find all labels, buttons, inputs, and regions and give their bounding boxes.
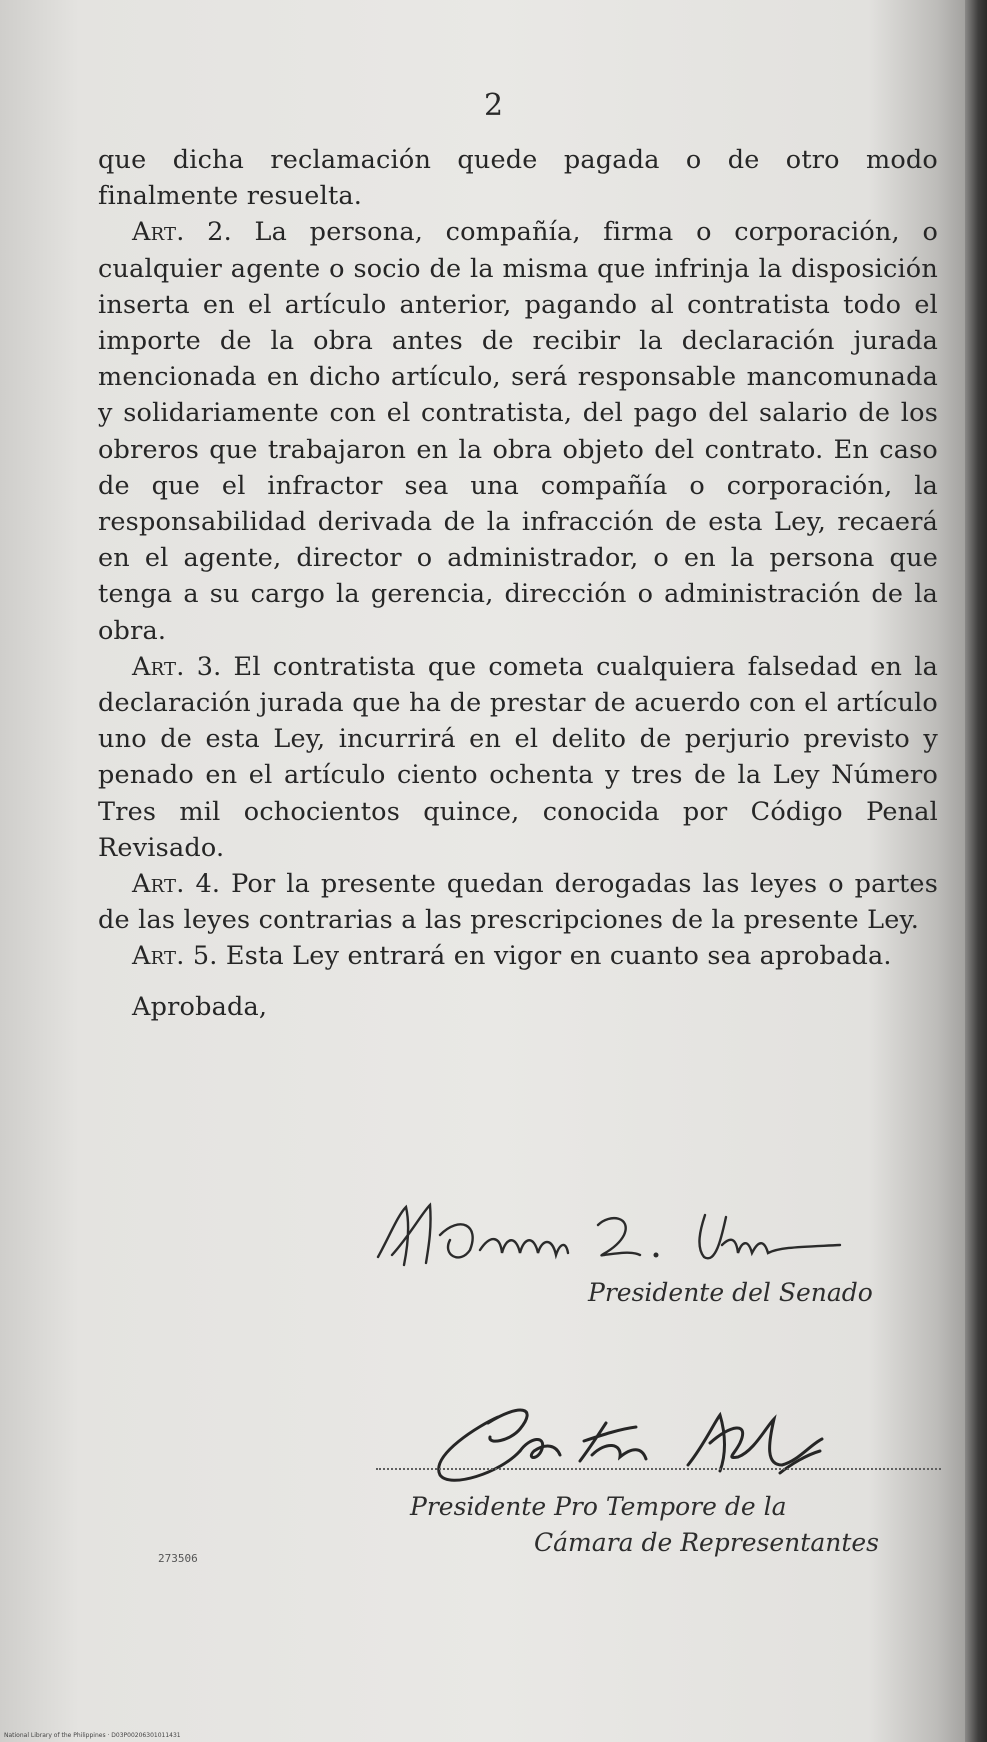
page-number: 2 [483,88,504,123]
house-president-title-line2: Cámara de Representantes [534,1528,880,1557]
archive-footer: National Library of the Philippines · D03P00206301011431 [4,1732,181,1739]
article-4: Art. 4. Por la presente quedan derogadas las leyes o partes de las leyes contrarias a las prescripciones de la presente Ley. [98,869,938,936]
approved-label: Aprobada, [132,991,268,1022]
house-president-signature [370,1385,950,1495]
house-president-title-line1: Presidente Pro Tempore de la [410,1492,787,1521]
paragraph-continuation: que dicha reclamación quede pagada o de otro modo finalmente resuelta. [98,145,938,212]
senate-president-signature [370,1195,950,1285]
article-2: Art. 2. La persona, compañía, firma o corporación, o cualquier agente o socio de la misma que infrinja la disposición inserta en el artículo anterior, pagando al contratista todo el importe de la obra antes de recibir la declaración jurada mencionada en dicho artículo, será responsable mancomunada y solidariamente con el contratista, del pago del salario de los obreros que trabajaron en la obra objeto del contrato. En caso de que el infractor sea una compañía o corporación, la responsabilidad derivada de la infracción de esta Ley, recaerá en el agente, director o administrador, o en la persona que tenga a su cargo la gerencia, dirección o administración de la obra. [98,217,938,646]
reference-number: 273506 [158,1552,198,1565]
law-text [98,142,938,1025]
senate-president-title: Presidente del Senado [588,1278,873,1307]
article-3: Art. 3. El contratista que cometa cualquiera falsedad en la declaración jurada que ha de prestar de acuerdo con el artículo uno de esta Ley, incurrirá en el delito de perjurio previsto y penado en el artículo ciento ochenta y tres de la Ley Número Tres mil ochocientos quince, conocida por Código Penal Revisado. [98,651,938,863]
page-binding-edge [965,0,987,1742]
signature-dotted-line [376,1468,941,1470]
article-5: Art. 5. Esta Ley entrará en vigor en cuanto sea aprobada. [132,941,892,972]
